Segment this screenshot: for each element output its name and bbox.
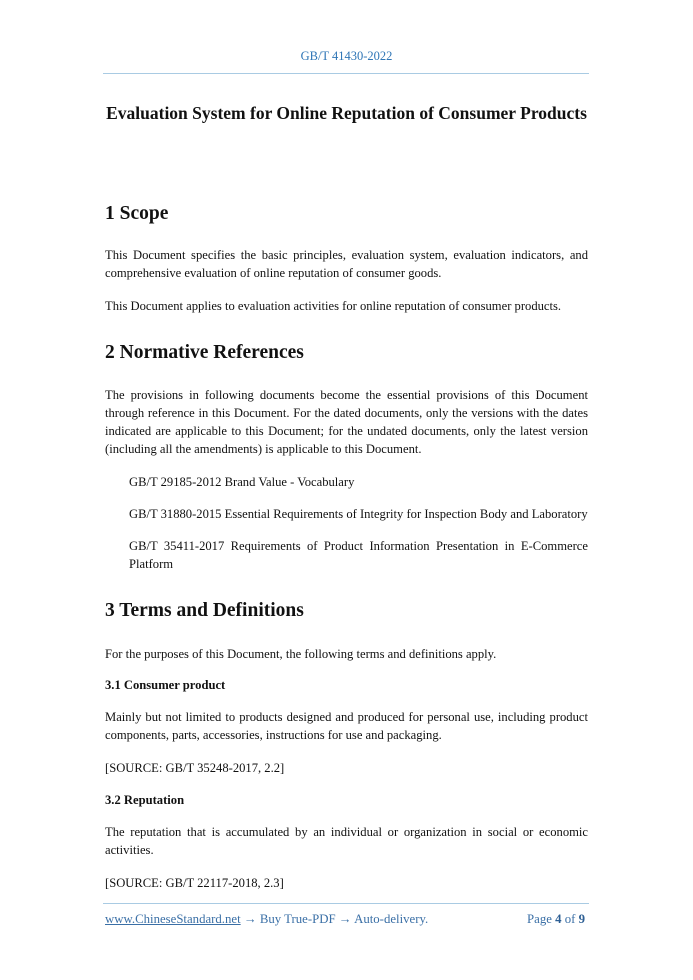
term-definition: Mainly but not limited to products designed and produced for personal use, including product components, parts, accessories, instructions for use and packaging. [105,710,588,742]
paragraph: For the purposes of this Document, the following terms and definitions apply. [105,647,497,661]
page-total: 9 [578,912,585,926]
footer-promo [105,912,428,927]
header-rule [103,73,589,74]
section-heading-normative-references: 2 Normative References [105,342,304,363]
footer-link[interactable]: www.ChineseStandard.net [105,912,241,926]
footer-rule [103,903,589,904]
term-heading: 3.1 Consumer product [105,678,226,692]
reference-item: GB/T 29185-2012 Brand Value - Vocabulary [129,475,355,489]
section-heading-terms: 3 Terms and Definitions [105,600,304,621]
document-title: Evaluation System for Online Reputation of Consumer Products [106,103,587,123]
of-label: of [564,912,576,926]
reference-item: GB/T 31880-2015 Essential Requirements of Integrity for Inspection Body and Laboratory [129,507,588,521]
reference-item: GB/T 35411-2017 Requirements of Product Information Presentation in E-Commerce Platform [129,539,588,571]
page-indicator [527,912,585,927]
document-code-header: GB/T 41430-2022 [300,49,393,63]
term-heading: 3.2 Reputation [105,793,185,807]
page-label: Page [527,912,552,926]
paragraph: This Document applies to evaluation activities for online reputation of consumer products. [105,299,562,313]
page-number: 4 [555,912,562,926]
term-source: [SOURCE: GB/T 35248-2017, 2.2] [105,761,285,775]
term-definition: The reputation that is accumulated by an individual or organization in social or economic activities. [105,825,588,857]
paragraph: The provisions in following documents become the essential provisions of this Document through reference in this Document. For the dated documents, only the versions with the dates indicated are applicable to this Document; for the undated documents, only the latest version (including all the amendments) is applicable to this Document. [105,388,588,456]
footer-text: → Buy True-PDF → Auto-delivery. [240,912,429,926]
paragraph: This Document specifies the basic principles, evaluation system, evaluation indicators, and comprehensive evaluation of online reputation of consumer goods. [105,248,588,280]
term-source: [SOURCE: GB/T 22117-2018, 2.3] [105,876,284,890]
section-heading-scope: 1 Scope [105,203,169,224]
